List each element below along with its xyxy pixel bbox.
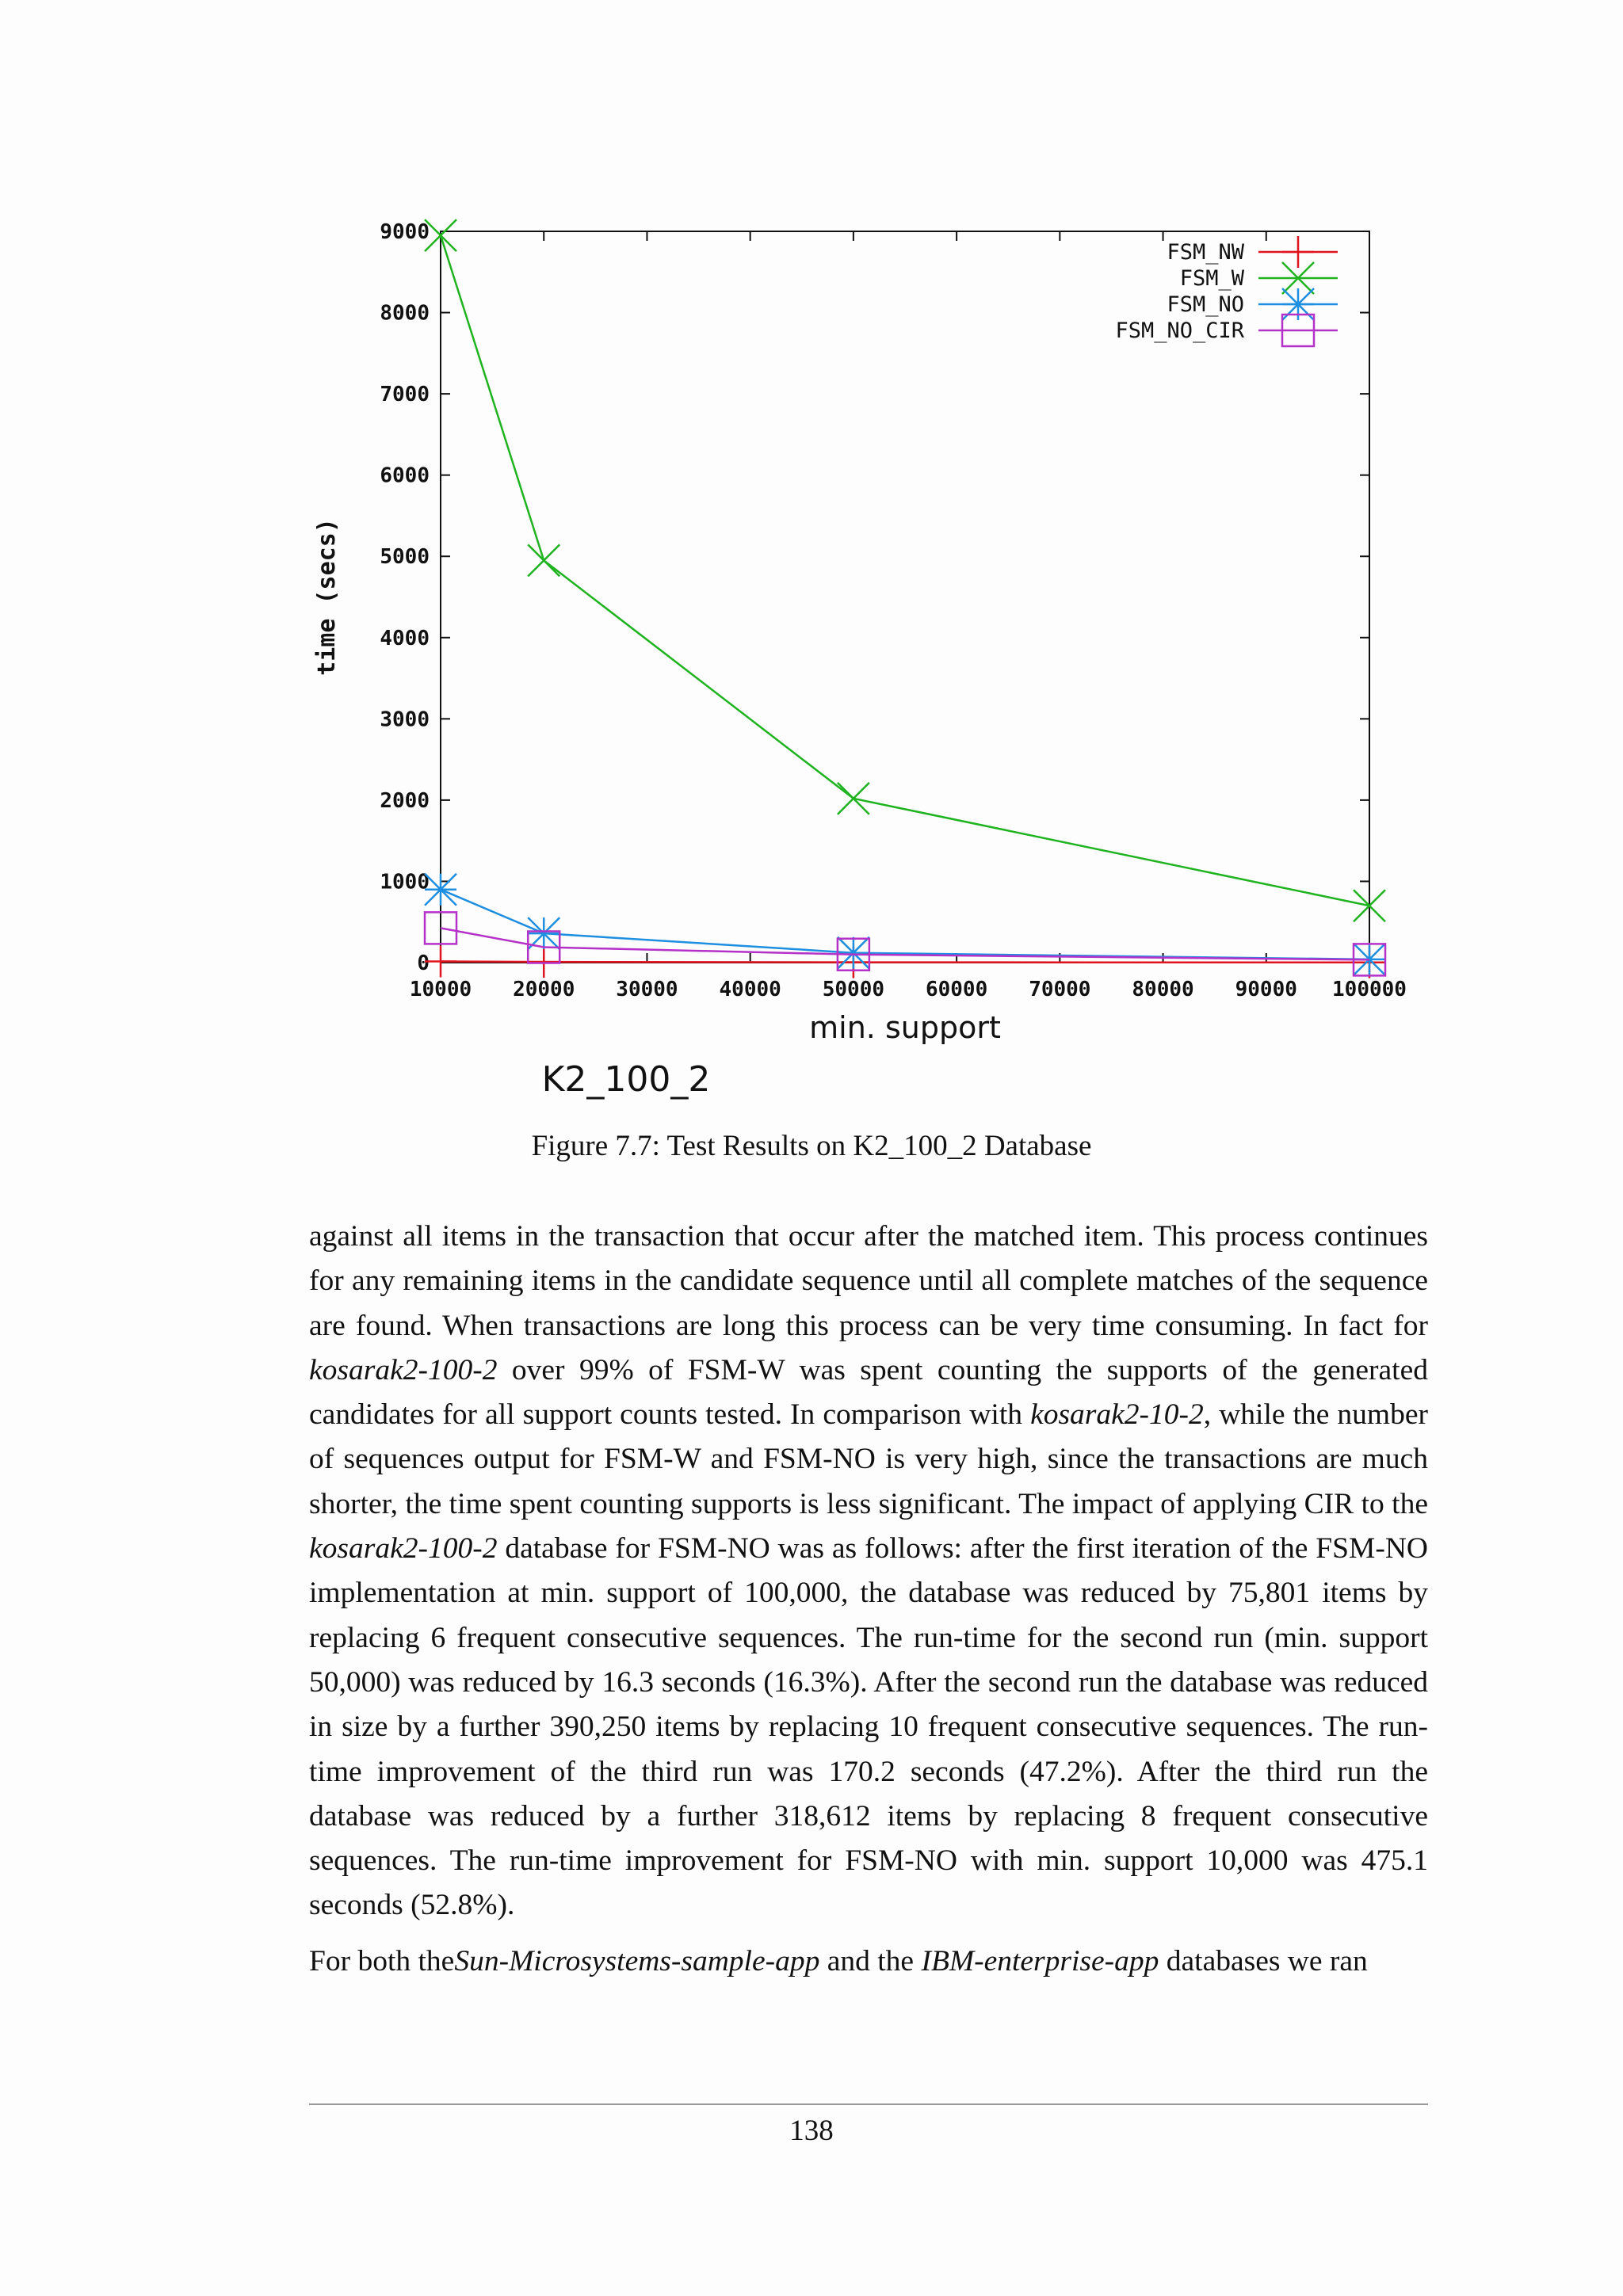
paragraph bbox=[309, 1939, 1428, 1984]
legend-marker bbox=[1282, 236, 1314, 268]
y-tick-label: 0 bbox=[417, 952, 430, 975]
y-tick-label: 2000 bbox=[380, 788, 430, 813]
data-point-fsm-w bbox=[528, 544, 559, 576]
body-text bbox=[309, 1215, 1428, 1984]
series-line-fsm-nw bbox=[441, 961, 1369, 962]
text-run: against all items in the transaction that occur after the matched item. This process continues for any remaining items in the candidate sequence until all complete matches of the sequence are found. When transactions are long this process can be very time consuming. In fact for bbox=[309, 1220, 1428, 1342]
x-tick-label: 50000 bbox=[822, 978, 885, 1001]
page-number: 138 bbox=[789, 2115, 834, 2147]
data-point-fsm-no bbox=[838, 937, 869, 969]
x-tick-label: 40000 bbox=[719, 978, 781, 1001]
text-run: over 99% of FSM-W was spent counting the supports of the generated candidates for all support counts tested. In comparison with bbox=[309, 1353, 1428, 1432]
y-tick-label: 4000 bbox=[380, 626, 430, 650]
figure bbox=[301, 190, 1442, 1101]
data-point-fsm-nw bbox=[425, 945, 456, 977]
y-tick-label: 6000 bbox=[380, 463, 430, 488]
y-tick-label: 3000 bbox=[380, 707, 430, 732]
data-point-fsm-nw bbox=[528, 946, 559, 978]
data-point-fsm-w bbox=[838, 783, 869, 814]
x-tick-label: 30000 bbox=[616, 978, 678, 1001]
y-tick-label: 5000 bbox=[380, 545, 430, 570]
text-run: , while the number of sequences output for FSM-W and FSM-NO is very high, since the transactions are much shorter, the time spent counting supports is less significant. The impact of applying CIR to the bbox=[309, 1398, 1428, 1520]
x-tick-label: 100000 bbox=[1332, 978, 1407, 1001]
footer-rule bbox=[309, 2103, 1428, 2105]
dataset-name: kosarak2-10-2 bbox=[1030, 1398, 1204, 1432]
x-tick-label: 10000 bbox=[409, 978, 472, 1001]
dataset-name: IBM-enterprise-app bbox=[921, 1944, 1159, 1978]
y-tick-label: 8000 bbox=[380, 301, 430, 326]
y-tick-label: 7000 bbox=[380, 383, 430, 407]
legend-label: FSM_NO bbox=[1167, 292, 1244, 317]
text-run: database for FSM-NO was as follows: after the first iteration of the FSM-NO implementation at min. support of 100,000, the database was reduced by 75,801 items by replacing 6 frequent consecutive sequences. The run-time for the second run (min. support 50,000) was reduced by 16.3 seconds (16.3%). After the second run the database was reduced in size by a further 390,250 items by replacing 10 frequent consecutive sequences. The run-time improvement of the third run was 170.2 seconds (47.2%). After the third run the database was reduced by a further 318,612 items by replacing 8 frequent consecutive sequences. The run-time improvement for FSM-NO with min. support 10,000 was 475.1 seconds (52.8%). bbox=[309, 1532, 1428, 1922]
text-run: For both the bbox=[309, 1944, 455, 1978]
dataset-name: Sun-Microsystems-sample-app bbox=[454, 1944, 820, 1978]
series-line-fsm-no-cir bbox=[441, 928, 1369, 959]
data-point-fsm-no bbox=[425, 874, 456, 906]
x-tick-label: 70000 bbox=[1029, 978, 1091, 1001]
legend-label: FSM_NO_CIR bbox=[1115, 318, 1244, 343]
legend-label: FSM_NW bbox=[1167, 240, 1244, 265]
legend-label: FSM_W bbox=[1179, 266, 1244, 291]
figure-caption: Figure 7.7: Test Results on K2_100_2 Database bbox=[531, 1130, 1092, 1162]
dataset-name: kosarak2-100-2 bbox=[309, 1532, 498, 1566]
text-run: and the bbox=[819, 1944, 922, 1978]
text-run: databases we ran bbox=[1159, 1944, 1368, 1978]
x-tick-label: 80000 bbox=[1132, 978, 1194, 1001]
chart-subtitle: K2_100_2 bbox=[541, 1059, 711, 1100]
dataset-name: kosarak2-100-2 bbox=[309, 1353, 498, 1386]
y-tick-label: 1000 bbox=[380, 870, 430, 894]
x-tick-label: 60000 bbox=[925, 978, 988, 1001]
y-tick-label: 9000 bbox=[380, 220, 430, 244]
x-tick-label: 90000 bbox=[1235, 978, 1297, 1001]
y-axis-label: time (secs) bbox=[313, 518, 341, 676]
paragraph bbox=[309, 1215, 1428, 1928]
x-tick-label: 20000 bbox=[513, 978, 575, 1001]
line-chart bbox=[301, 190, 1442, 1101]
x-axis-label: min. support bbox=[809, 1010, 1001, 1045]
